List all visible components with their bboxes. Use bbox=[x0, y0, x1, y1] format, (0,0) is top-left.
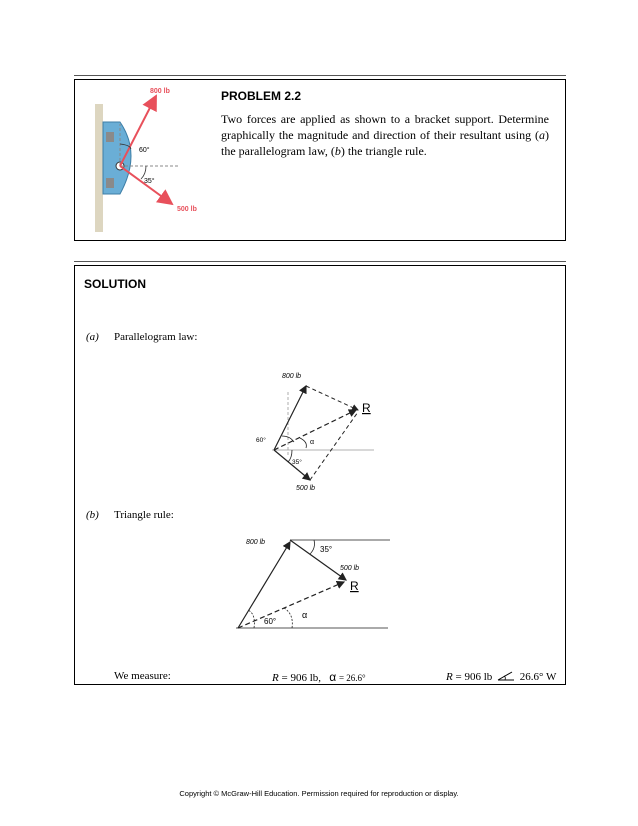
label-800: 800 lb bbox=[246, 539, 266, 546]
problem-title: PROBLEM 2.2 bbox=[221, 89, 302, 103]
solution-title: SOLUTION bbox=[84, 277, 146, 291]
part-b-label: (b) bbox=[86, 509, 99, 521]
resultant-vector bbox=[274, 410, 356, 450]
problem-figure bbox=[84, 82, 214, 232]
label-60: 60° bbox=[256, 437, 266, 444]
triangle-sketch bbox=[232, 530, 396, 636]
label-35: 35° bbox=[320, 545, 333, 554]
label-500: 500 lb bbox=[296, 485, 316, 492]
bolt-top bbox=[106, 132, 114, 142]
label-resultant: R bbox=[362, 401, 371, 415]
label-alpha: α bbox=[310, 439, 315, 446]
angle-arc-alpha bbox=[284, 608, 292, 628]
final-answer: R = 906 lb 26.6° W bbox=[446, 671, 557, 683]
direction-symbol-icon bbox=[497, 670, 515, 681]
copyright-footer: Copyright © McGraw-Hill Education. Permission required for reproduction or display. bbox=[179, 789, 459, 798]
force-800-label: 800 lb bbox=[150, 88, 170, 95]
label-35: 35° bbox=[292, 459, 302, 466]
problem-statement: Two forces are applied as shown to a bracket support. Determine graphically the magnitude and direction of their resultant using (a) the parallelogram law, (b) the triangle rule. bbox=[221, 112, 549, 158]
force-500-arrow bbox=[120, 166, 172, 204]
top-rule bbox=[74, 75, 566, 76]
parallel-right bbox=[310, 412, 358, 480]
part-b-text: Triangle rule: bbox=[114, 509, 174, 521]
wall bbox=[95, 104, 103, 232]
measure-label: We measure: bbox=[114, 670, 171, 682]
middle-rule bbox=[74, 261, 566, 262]
angle-60-label: 60° bbox=[139, 147, 150, 154]
label-800: 800 lb bbox=[282, 373, 302, 380]
label-alpha: α bbox=[302, 610, 308, 620]
parallelogram-sketch bbox=[252, 362, 380, 494]
angle-arc-35 bbox=[310, 540, 315, 554]
bolt-bottom bbox=[106, 178, 114, 188]
angle-35-label: 35° bbox=[144, 178, 155, 185]
label-resultant: R bbox=[350, 579, 359, 593]
measured-values: R = 906 lb, α = 26.6° bbox=[272, 670, 366, 684]
vector-800 bbox=[274, 386, 306, 450]
vector-800 bbox=[238, 542, 290, 628]
part-a-label: (a) bbox=[86, 331, 99, 343]
part-a-text: Parallelogram law: bbox=[114, 331, 198, 343]
vector-500 bbox=[290, 540, 346, 580]
angle-arc-alpha bbox=[300, 438, 306, 448]
label-60: 60° bbox=[264, 617, 277, 626]
label-500: 500 lb bbox=[340, 565, 360, 572]
resultant-vector bbox=[238, 582, 344, 628]
force-500-label: 500 lb bbox=[177, 206, 197, 213]
angle-arc-60 bbox=[248, 610, 254, 628]
parallel-top bbox=[306, 386, 358, 410]
